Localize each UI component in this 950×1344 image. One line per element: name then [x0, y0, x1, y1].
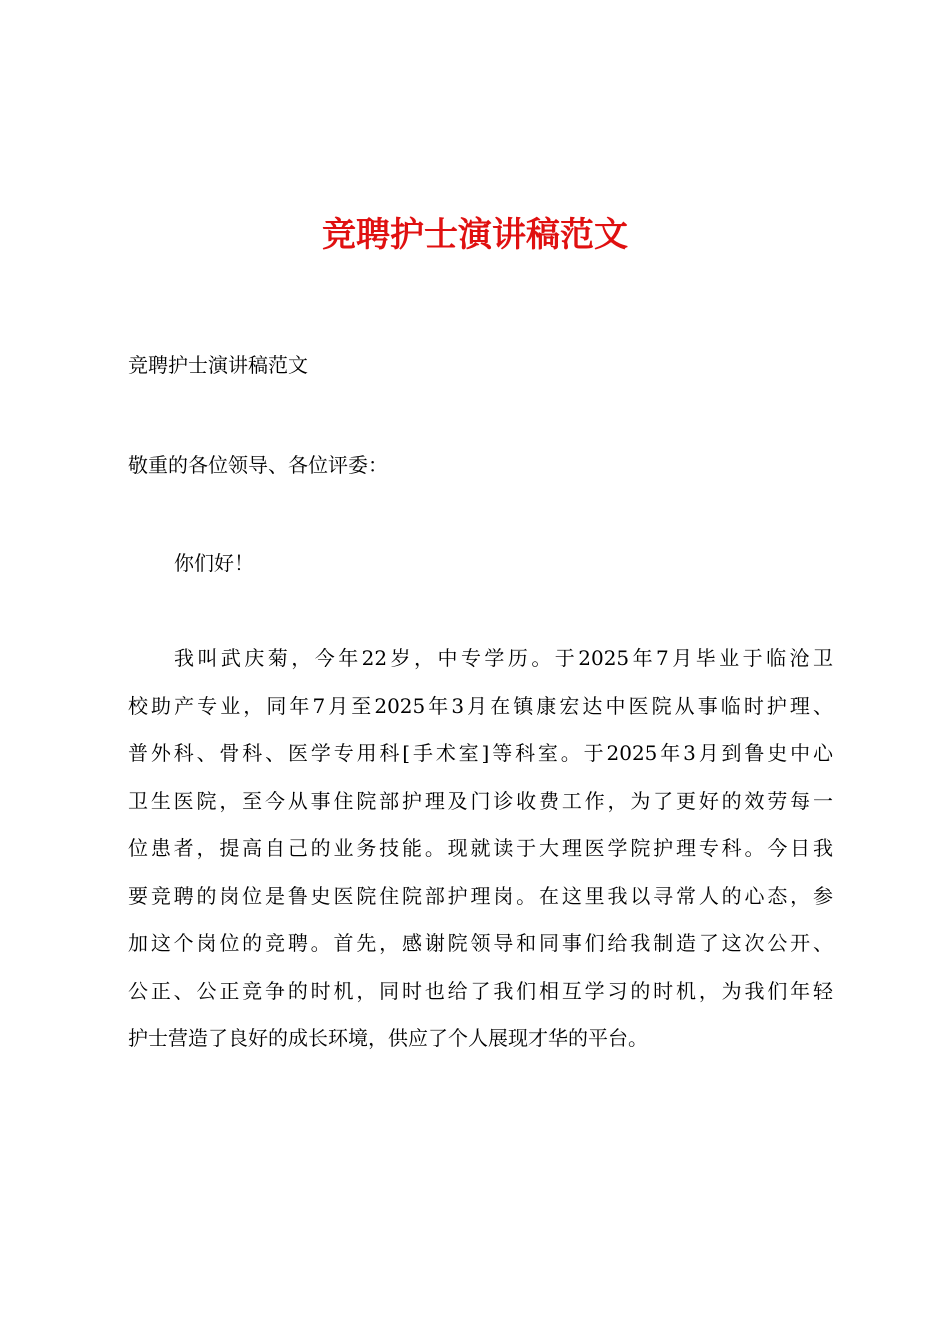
paragraph-line: 要竞聘的岗位是鲁史医院住院部护理岗。在这里我以寻常人的心态，参 — [128, 883, 833, 908]
body-paragraph — [128, 643, 833, 1071]
paragraph-line: 护士营造了良好的成长环境，供应了个人展现才华的平台。 — [128, 1026, 648, 1050]
salutation: 敬重的各位领导、各位评委： — [128, 453, 388, 477]
paragraph-line: 位患者，提高自己的业务技能。现就读于大理医学院护理专科。今日我 — [128, 836, 833, 860]
paragraph-line: 公正、公正竞争的时机，同时也给了我们相互学习的时机，为我们年轻 — [128, 978, 833, 1003]
document-subtitle: 竞聘护士演讲稿范文 — [128, 353, 308, 377]
paragraph-line: 我叫武庆菊，今年22岁，中专学历。于2025年7月毕业于临沧卫 — [174, 646, 833, 670]
paragraph-line: 加这个岗位的竞聘。首先，感谢院领导和同事们给我制造了这次公开、 — [128, 931, 833, 955]
paragraph-line: 校助产专业，同年7月至2025年3月在镇康宏达中医院从事临时护理、 — [128, 693, 833, 718]
greeting: 你们好！ — [174, 551, 254, 575]
paragraph-line: 普外科、骨科、医学专用科[手术室]等科室。于2025年3月到鲁史中心 — [128, 741, 833, 765]
document-title: 竞聘护士演讲稿范文 — [322, 215, 628, 255]
paragraph-line: 卫生医院，至今从事住院部护理及门诊收费工作，为了更好的效劳每一 — [128, 788, 833, 813]
